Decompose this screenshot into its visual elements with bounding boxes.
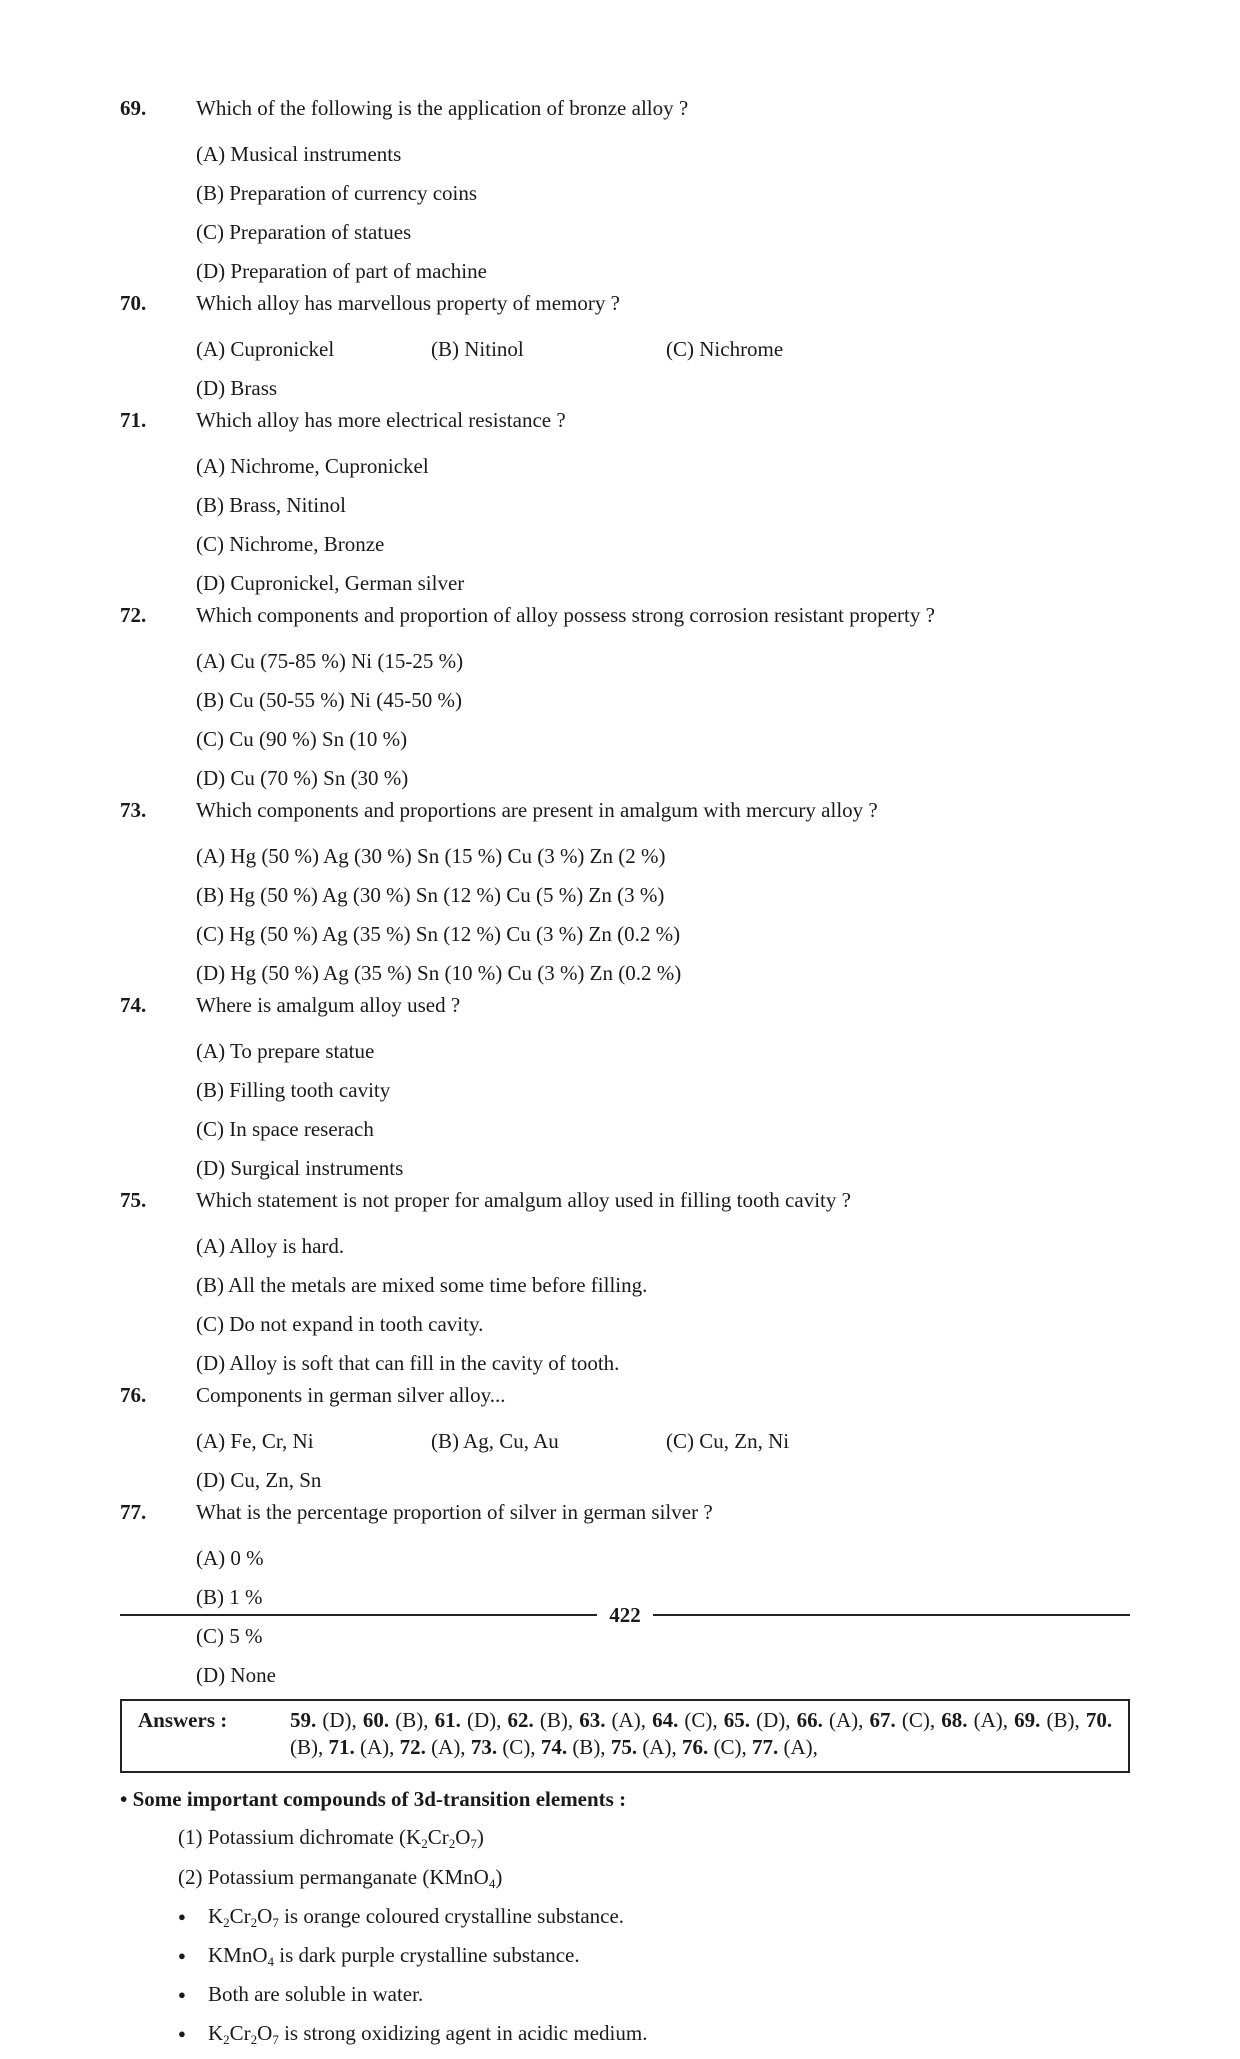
answer-option: (B) Filling tooth cavity (196, 1078, 391, 1102)
answer-choice: (D), (322, 1708, 357, 1732)
answer-number: 74. (540, 1735, 568, 1759)
answer-option: (C) Nichrome, Bronze (196, 532, 385, 556)
answers-label: Answers : (138, 1708, 228, 1732)
question (120, 1500, 1130, 1695)
answer-option: (A) To prepare statue (196, 1039, 375, 1063)
answer-option: (B) All the metals are mixed some time before filling. (196, 1273, 648, 1297)
question-text: Which components and proportions are present in amalgum with mercury alloy ? (196, 798, 878, 822)
question (120, 96, 1130, 291)
footer-rule-left (120, 1614, 597, 1616)
question-number: 69. (120, 96, 147, 120)
fact-bullet (120, 2014, 1130, 2053)
answer-option: (D) Cupronickel, German silver (196, 571, 465, 595)
fact-text: Both are soluble in water. (208, 1982, 424, 2006)
answer-choice: (A), (783, 1735, 818, 1759)
answer-option: (A) Cu (75-85 %) Ni (15-25 %) (196, 649, 464, 673)
answer-option: (D) Cu, Zn, Sn (196, 1468, 322, 1492)
answer-option: (C) Hg (50 %) Ag (35 %) Sn (12 %) Cu (3 %) Zn (0.2 %) (196, 922, 681, 946)
bullet-icon: ● (178, 1987, 186, 2002)
question-number: 75. (120, 1188, 147, 1212)
answer-choice: (B), (539, 1708, 574, 1732)
answer-option: (C) 5 % (196, 1624, 263, 1648)
answer-option: (B) 1 % (196, 1585, 263, 1609)
fact-text: $K_2Cr_2O_7$ is orange coloured crystalline substance. (208, 1904, 625, 1930)
answer-number: 62. (507, 1708, 534, 1732)
answer-number: 70. (1085, 1708, 1113, 1732)
answer-choice: (A), (360, 1735, 395, 1759)
answer-choice: (C), (684, 1708, 718, 1732)
answer-number: 59. (290, 1708, 317, 1732)
question (120, 408, 1130, 603)
answer-choice: (A), (829, 1708, 864, 1732)
answer-option: (C) Cu, Zn, Ni (666, 1429, 790, 1453)
answer-choice: (A), (973, 1708, 1009, 1732)
answer-number: 73. (470, 1735, 498, 1759)
answers-box (120, 1699, 1130, 1773)
answer-choice: (C), (502, 1735, 536, 1759)
answer-option: (C) Do not expand in tooth cavity. (196, 1312, 484, 1336)
question (120, 291, 1130, 408)
answer-number: 75. (610, 1735, 638, 1759)
answer-option: (A) Hg (50 %) Ag (30 %) Sn (15 %) Cu (3 %) Zn (2 %) (196, 844, 666, 868)
page-footer (120, 1600, 1130, 1630)
question-text: What is the percentage proportion of silver in german silver ? (196, 1500, 713, 1524)
answer-number: 60. (362, 1708, 390, 1732)
question (120, 993, 1130, 1188)
answer-option: (C) Preparation of statues (196, 220, 412, 244)
fact-text: KMnO$_4$ is dark purple crystalline substance. (208, 1943, 580, 1969)
question (120, 1188, 1130, 1383)
answer-option: (D) Brass (196, 376, 278, 400)
answer-number: 67. (869, 1708, 896, 1732)
fact-bullet (120, 1936, 1130, 1975)
bullet-icon: ● (178, 1948, 186, 1963)
answer-option: (D) Hg (50 %) Ag (35 %) Sn (10 %) Cu (3 %) Zn (0.2 %) (196, 961, 682, 985)
answer-number: 77. (751, 1735, 779, 1759)
answer-option: (D) Preparation of part of machine (196, 259, 487, 283)
question-text: Which components and proportion of alloy possess strong corrosion resistant property ? (196, 603, 935, 627)
question (120, 1383, 1130, 1500)
answer-option: (A) Alloy is hard. (196, 1234, 345, 1258)
question-number: 71. (120, 408, 147, 432)
answer-option: (C) Nichrome (666, 337, 784, 361)
question-text: Where is amalgum alloy used ? (196, 993, 461, 1017)
fact-bullet (120, 1975, 1130, 2014)
answer-number: 71. (328, 1735, 355, 1759)
answer-option: (C) In space reserach (196, 1117, 374, 1141)
answer-number: 63. (579, 1708, 606, 1732)
answer-option: (A) Musical instruments (196, 142, 402, 166)
question (120, 798, 1130, 993)
answer-number: 68. (941, 1708, 968, 1732)
question-text: Which statement is not proper for amalgum alloy used in filling tooth cavity ? (196, 1188, 851, 1212)
compound-list (120, 1817, 1130, 1897)
answer-choice: (B), (395, 1708, 429, 1732)
page-content (120, 96, 1130, 2053)
question-text: Which alloy has marvellous property of memory ? (196, 291, 620, 315)
answer-option: (B) Brass, Nitinol (196, 493, 346, 517)
answer-option: (D) Surgical instruments (196, 1156, 404, 1180)
answer-number: 69. (1014, 1708, 1041, 1732)
question-text: Components in german silver alloy... (196, 1383, 506, 1407)
answer-number: 66. (796, 1708, 823, 1732)
answer-option: (B) Preparation of currency coins (196, 181, 478, 205)
answer-number: 65. (723, 1708, 751, 1732)
question-number: 74. (120, 993, 147, 1017)
section-title: • Some important compounds of 3d-transition elements : (120, 1787, 627, 1811)
compound-facts (120, 1897, 1130, 2053)
compound-item: (1) Potassium dichromate $(K_2Cr_2O_7)$ (178, 1825, 484, 1851)
footer-rule-right (653, 1614, 1130, 1616)
fact-bullet (120, 1897, 1130, 1936)
answer-choice: (A), (431, 1735, 466, 1759)
question-number: 77. (120, 1500, 147, 1524)
question-list (120, 96, 1130, 1695)
bullet-icon: ● (178, 1909, 186, 1924)
answer-option: (A) Fe, Cr, Ni (196, 1429, 314, 1453)
question-text: Which alloy has more electrical resistance ? (196, 408, 566, 432)
answer-number: 61. (434, 1708, 461, 1732)
answer-choice: (C), (901, 1708, 936, 1732)
bullet-icon: ● (178, 2026, 186, 2041)
answer-option: (D) None (196, 1663, 276, 1687)
answer-option: (A) 0 % (196, 1546, 264, 1570)
answer-choice: (B), (290, 1735, 324, 1759)
answer-option: (B) Hg (50 %) Ag (30 %) Sn (12 %) Cu (5 %) Zn (3 %) (196, 883, 665, 907)
question-text: Which of the following is the application of bronze alloy ? (196, 96, 689, 120)
answer-choice: (D), (466, 1708, 502, 1732)
answer-choice: (A), (611, 1708, 646, 1732)
question (120, 603, 1130, 798)
compound-item: (2) Potassium permanganate (KMnO$_4$) (178, 1865, 503, 1891)
answer-choice: (C), (713, 1735, 747, 1759)
answer-choice: (B), (1046, 1708, 1080, 1732)
answer-option: (D) Alloy is soft that can fill in the cavity of tooth. (196, 1351, 620, 1375)
question-number: 73. (120, 798, 147, 822)
answer-choice: (A), (642, 1735, 677, 1759)
question-number: 70. (120, 291, 147, 315)
answer-number: 72. (399, 1735, 426, 1759)
question-number: 72. (120, 603, 147, 627)
answer-number: 76. (681, 1735, 709, 1759)
answer-option: (A) Nichrome, Cupronickel (196, 454, 429, 478)
answer-option: (C) Cu (90 %) Sn (10 %) (196, 727, 408, 751)
answer-option: (B) Cu (50-55 %) Ni (45-50 %) (196, 688, 462, 712)
answers-list (290, 1707, 1112, 1761)
fact-text: $K_2Cr_2O_7$ is strong oxidizing agent in acidic medium. (208, 2021, 648, 2047)
answer-choice: (B), (572, 1735, 606, 1759)
answer-option: (B) Nitinol (431, 337, 524, 361)
answer-option: (A) Cupronickel (196, 337, 335, 361)
answer-choice: (D), (756, 1708, 791, 1732)
page-number: 422 (609, 1602, 641, 1627)
question-number: 76. (120, 1383, 147, 1407)
answer-option: (B) Ag, Cu, Au (431, 1429, 559, 1453)
answer-option: (D) Cu (70 %) Sn (30 %) (196, 766, 409, 790)
answer-number: 64. (652, 1708, 679, 1732)
